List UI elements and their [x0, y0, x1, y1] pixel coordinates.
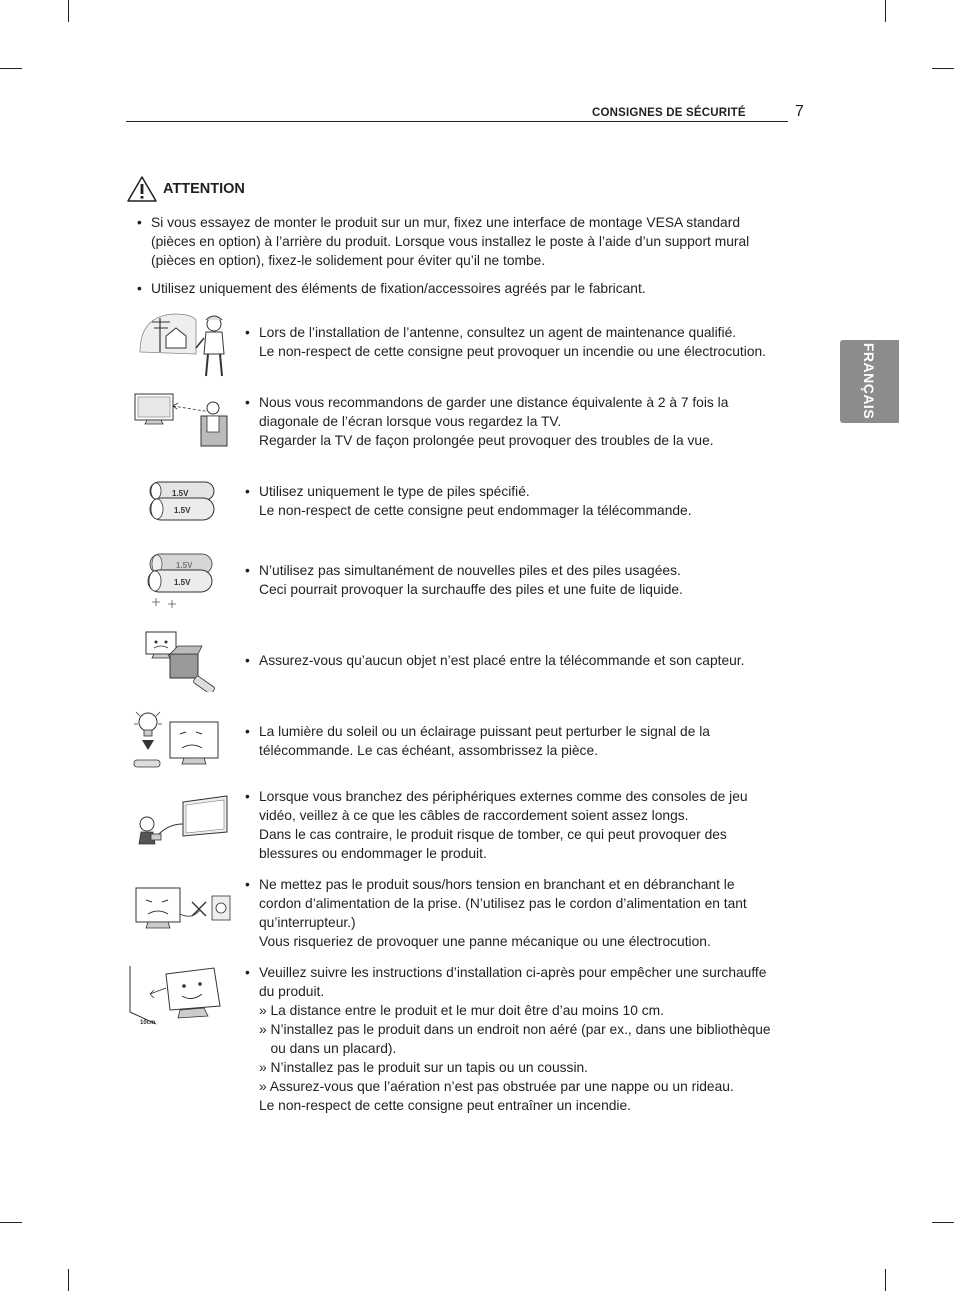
remote-obstruction-icon — [140, 628, 226, 692]
crop-mark — [932, 68, 954, 69]
bullet: • — [245, 877, 250, 892]
bullet: • — [245, 724, 250, 739]
crop-mark — [0, 68, 22, 69]
bullet: • — [245, 325, 250, 340]
section-title: CONSIGNES DE SÉCURITÉ — [592, 107, 746, 119]
text-line: Vous risqueriez de provoquer une panne mécanique ou une électrocution. — [259, 934, 711, 949]
text-line: » N’installez pas le produit sur un tapis ou un coussin. — [259, 1060, 589, 1075]
battery-label: 1.5V — [172, 489, 189, 498]
crop-mark — [68, 0, 69, 22]
text-line: ou dans un placard). — [259, 1041, 397, 1056]
power-plug-icon — [134, 884, 234, 934]
bullet: • — [245, 395, 250, 410]
bullet: • — [245, 789, 250, 804]
text-line: vidéo, veillez à ce que les câbles de raccordement soient assez longs. — [259, 808, 689, 823]
text-line: N’utilisez pas simultanément de nouvelles piles et des piles usagées. — [259, 563, 681, 578]
crop-mark — [0, 1222, 22, 1223]
text-line: blessures ou endommager le produit. — [259, 846, 487, 861]
text-line: du produit. — [259, 984, 325, 999]
text-line: » N’installez pas le produit dans un endroit non aéré (par ex., dans une bibliothèque — [259, 1022, 771, 1037]
bullet: • — [245, 965, 250, 980]
text-line: Lors de l’installation de l’antenne, consultez un agent de maintenance qualifié. — [259, 325, 737, 340]
text-line: Nous vous recommandons de garder une distance équivalente à 2 à 7 fois la — [259, 395, 729, 410]
text-line: La lumière du soleil ou un éclairage puissant peut perturber le signal de la — [259, 724, 710, 739]
crop-mark — [885, 1269, 886, 1291]
antenna-technician-icon — [134, 306, 234, 380]
text-line: » La distance entre le produit et le mur doit être d’au moins 10 cm. — [259, 1003, 664, 1018]
language-tab — [840, 340, 899, 423]
language-tab-label: FRANÇAIS — [861, 342, 877, 420]
cable-length-icon — [131, 794, 231, 852]
mixed-batteries-icon — [142, 548, 220, 612]
text-line: Si vous essayez de monter le produit sur un mur, fixez une interface de montage VESA standard — [151, 215, 740, 230]
text-line: Veuillez suivre les instructions d’installation ci-après pour empêcher une surchauffe — [259, 965, 767, 980]
battery-label: 1.5V — [174, 506, 191, 515]
text-line: Utilisez uniquement des éléments de fixation/accessoires agréés par le fabricant. — [151, 281, 646, 296]
text-line: (pièces en option) à l’arrière du produit. Lorsque vous installez le poste à l’aide d’un support mural — [151, 234, 750, 249]
text-line: Le non-respect de cette consigne peut provoquer un incendie ou une électrocution. — [259, 344, 767, 359]
text-line: Ne mettez pas le produit sous/hors tension en branchant et en débranchant le — [259, 877, 735, 892]
bullet: • — [245, 484, 250, 499]
ventilation-distance-icon — [126, 964, 236, 1030]
text-line: Utilisez uniquement le type de piles spécifié. — [259, 484, 530, 499]
text-line: diagonale de l’écran lorsque vous regardez la TV. — [259, 414, 562, 429]
distance-label: 10cm — [140, 1020, 156, 1026]
text-line: Regarder la TV de façon prolongée peut provoquer des troubles de la vue. — [259, 433, 714, 448]
text-line: Le non-respect de cette consigne peut endommager la télécommande. — [259, 503, 692, 518]
crop-mark — [68, 1269, 69, 1291]
text-line: cordon d’alimentation de la prise. (N’utilisez pas le cordon d’alimentation en tant — [259, 896, 747, 911]
attention-label: ATTENTION — [163, 181, 245, 197]
text-line: (pièces en option), fixez-le solidement pour éviter qu’il ne tombe. — [151, 253, 546, 268]
bullet: • — [137, 281, 142, 296]
crop-mark — [932, 1222, 954, 1223]
battery-label: 1.5V — [174, 578, 191, 587]
crop-mark — [885, 0, 886, 22]
text-line: » Assurez-vous que l’aération n’est pas obstruée par une nappe ou un rideau. — [259, 1079, 734, 1094]
bullet: • — [245, 563, 250, 578]
text-line: qu’interrupteur.) — [259, 915, 356, 930]
bullet: • — [137, 215, 142, 230]
header-rule — [126, 121, 788, 122]
bright-light-icon — [132, 708, 224, 776]
text-line: Le non-respect de cette consigne peut entraîner un incendie. — [259, 1098, 632, 1113]
bullet: • — [245, 653, 250, 668]
text-line: Lorsque vous branchez des périphériques externes comme des consoles de jeu — [259, 789, 748, 804]
page-number: 7 — [795, 103, 804, 120]
battery-label: 1.5V — [176, 561, 193, 570]
text-line: Dans le cas contraire, le produit risque de tomber, ce qui peut provoquer des — [259, 827, 727, 842]
text-line: télécommande. Le cas échéant, assombrissez la pièce. — [259, 743, 598, 758]
viewing-distance-icon — [133, 388, 233, 450]
text-line: Ceci pourrait provoquer la surchauffe des piles et une fuite de liquide. — [259, 582, 683, 597]
warning-triangle-icon — [126, 175, 158, 203]
text-line: Assurez-vous qu’aucun objet n’est placé entre la télécommande et son capteur. — [259, 653, 745, 668]
batteries-icon — [144, 478, 220, 524]
